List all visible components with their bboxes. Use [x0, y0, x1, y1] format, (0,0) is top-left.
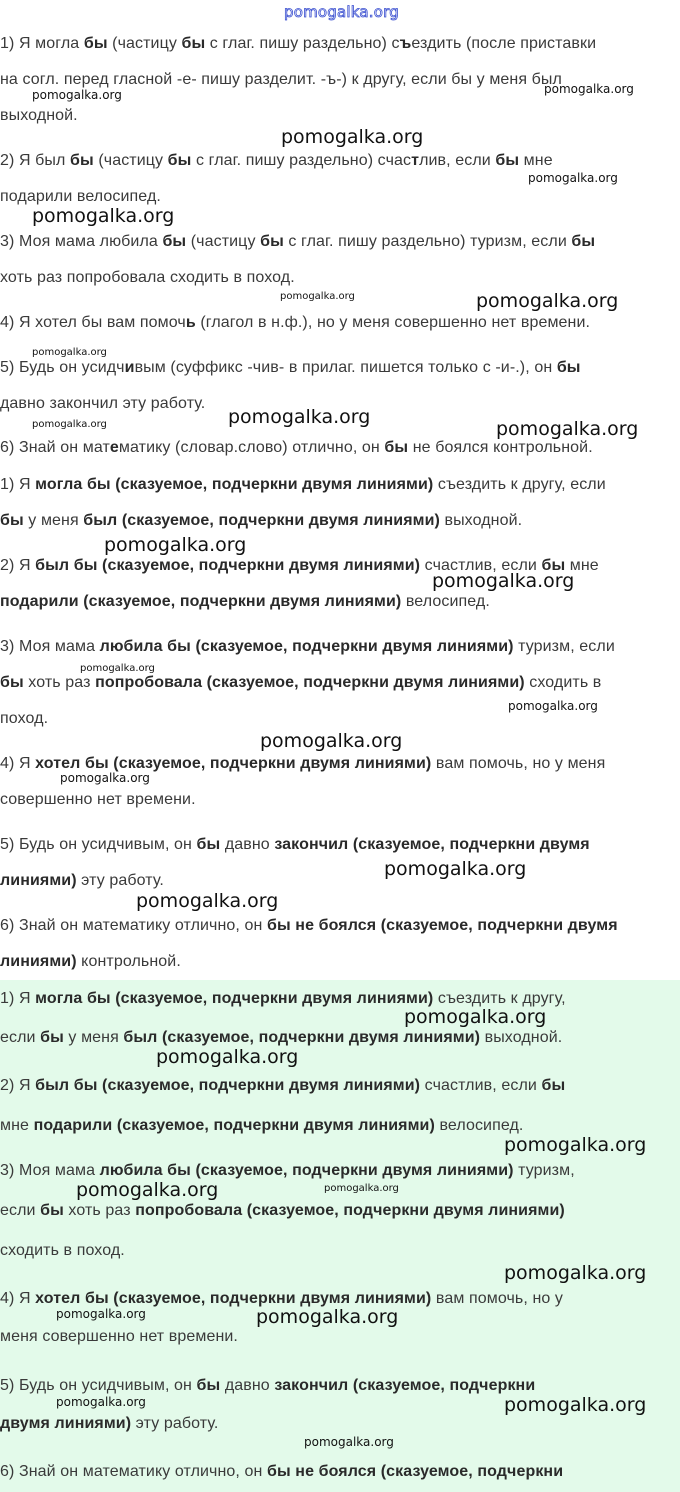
watermark-text: pomogalka.org — [404, 1006, 547, 1028]
text: давно — [220, 1377, 275, 1394]
section3-line — [0, 1028, 562, 1048]
bold-text: и — [124, 359, 135, 376]
text: велосипед. — [401, 593, 490, 610]
section1-line — [0, 70, 562, 90]
text: 5) Будь он усидч — [0, 359, 125, 376]
text: счастлив, если — [420, 557, 542, 574]
bold-text: попробовала (сказуемое, подчеркни двумя линиями) — [95, 674, 525, 691]
bold-text: двумя линиями) — [0, 1415, 132, 1432]
watermark-text: pomogalka.org — [104, 534, 247, 556]
section3-line — [0, 1076, 565, 1096]
watermark-text: pomogalka.org — [496, 418, 639, 440]
bold-text: закончил (сказуемое, подчеркни — [274, 1377, 536, 1394]
bold-text: линиями) — [0, 953, 77, 970]
text: съездить к другу, если — [433, 476, 606, 493]
text: поход. — [0, 710, 49, 727]
bold-text: бы — [70, 152, 94, 169]
section2-line — [0, 916, 618, 936]
text: хоть раз — [63, 1202, 136, 1219]
watermark-text: pomogalka.org — [228, 406, 371, 428]
section2-line — [0, 475, 606, 495]
section1-line — [0, 358, 581, 378]
text: меня совершенно нет времени. — [0, 1328, 238, 1345]
bold-text: бы не боялся (сказуемое, подчеркни — [267, 1463, 564, 1480]
text: выходной. — [480, 1029, 563, 1046]
watermark-text: pomogalka.org — [432, 570, 575, 592]
bold-text: бы — [83, 35, 108, 52]
text: (частицу — [107, 35, 182, 52]
bold-text: бы — [260, 233, 284, 250]
text: (частицу — [186, 233, 261, 250]
watermark-text: pomogalka.org — [504, 1262, 647, 1284]
section2-line — [0, 511, 522, 531]
text: туризм, если — [513, 638, 615, 655]
section2-line — [0, 637, 615, 657]
text: туризм, — [513, 1162, 575, 1179]
text: 6) Знай он математику отлично, он — [0, 1463, 268, 1480]
bold-text: бы — [0, 512, 24, 529]
section1-line — [0, 313, 590, 333]
section2-line — [0, 592, 490, 612]
text: мне — [0, 1117, 34, 1134]
text: выходной. — [439, 512, 523, 529]
bold-text: подарили (сказуемое, подчеркни двумя линиями) — [0, 593, 402, 610]
watermark-text: pomogalka.org — [56, 1307, 146, 1321]
text: подарили велосипед. — [0, 188, 161, 205]
bold-text: бы — [541, 1077, 566, 1094]
watermark-text: pomogalka.org — [136, 890, 279, 912]
section1-line — [0, 268, 295, 288]
section3-line — [0, 1241, 125, 1261]
bold-text: бы — [495, 152, 520, 169]
text: 5) Будь он усидчивым, он — [0, 836, 197, 853]
section1-line — [0, 232, 595, 252]
section1-line — [0, 151, 553, 171]
section3-line — [0, 1327, 238, 1347]
section1-line — [0, 394, 205, 414]
watermark-text: pomogalka.org — [32, 88, 122, 102]
text: эту работу. — [131, 1415, 219, 1432]
watermark-text: pomogalka.org — [304, 1435, 394, 1449]
watermark-text: pomogalka.org — [504, 1394, 647, 1416]
bold-text: бы — [40, 1029, 64, 1046]
text: лив, если — [419, 152, 496, 169]
bold-text: бы — [556, 359, 581, 376]
section2-line — [0, 709, 48, 729]
text: 1) Я — [0, 476, 36, 493]
bold-text: был бы (сказуемое, подчеркни двумя линиями) — [35, 1077, 421, 1094]
text: (частицу — [93, 152, 168, 169]
text: вам помочь, но у — [431, 1290, 564, 1307]
text: счастлив, если — [420, 1077, 542, 1094]
text: вым (суффикс -чив- в прилаг. пишется только с -и-.), он — [134, 359, 557, 376]
text: у меня — [23, 512, 84, 529]
text: (глагол в н.ф.), но у меня совершенно нет времени. — [195, 314, 591, 331]
watermark-text: pomogalka.org — [32, 419, 107, 430]
text: контрольной. — [76, 953, 181, 970]
text: 6) Знай он мат — [0, 439, 110, 456]
bold-text: ъ — [399, 35, 412, 52]
section3-line — [0, 1161, 575, 1181]
watermark-text: pomogalka.org — [32, 347, 107, 358]
bold-text: бы — [384, 439, 409, 456]
bold-text: хотел бы (сказуемое, подчеркни двумя линиями) — [35, 755, 432, 772]
bold-text: е — [109, 439, 119, 456]
bold-text: хотел бы (сказуемое, подчеркни двумя линиями) — [35, 1290, 432, 1307]
bold-text: т — [411, 152, 420, 169]
section3-line — [0, 1462, 563, 1482]
section3-line — [0, 1201, 565, 1221]
text: 1) Я — [0, 990, 36, 1007]
watermark-text: pomogalka.org — [476, 290, 619, 312]
bold-text: бы не боялся (сказуемое, подчеркни двумя — [267, 917, 618, 934]
bold-text: бы — [0, 674, 24, 691]
watermark-text: pomogalka.org — [156, 1046, 299, 1068]
bold-text: ь — [185, 314, 196, 331]
bold-text: закончил (сказуемое, подчеркни двумя — [274, 836, 590, 853]
text: не боялся контрольной. — [408, 439, 593, 456]
text: эту работу. — [76, 872, 164, 889]
section2-line — [0, 673, 601, 693]
watermark-text: pomogalka.org — [528, 171, 618, 185]
watermark-text: pomogalka.org — [508, 699, 598, 713]
bold-text: могла бы (сказуемое, подчеркни двумя линиями) — [35, 990, 434, 1007]
text: с глаг. пишу раздельно) туризм, если — [283, 233, 572, 250]
watermark-text: pomogalka.org — [76, 1179, 219, 1201]
text: 2) Я — [0, 1077, 36, 1094]
text: совершенно нет времени. — [0, 791, 196, 808]
text: ездить (после приставки — [411, 35, 597, 52]
text: 3) Моя мама — [0, 1162, 100, 1179]
watermark-text: pomogalka.org — [256, 1306, 399, 1328]
bold-text: был (сказуемое, подчеркни двумя линиями) — [123, 1029, 481, 1046]
section1-line — [0, 187, 161, 207]
bold-text: бы — [167, 152, 192, 169]
text: выходной. — [0, 107, 78, 124]
text: 4) Я — [0, 755, 36, 772]
text: 3) Моя мама любила — [0, 233, 163, 250]
bold-text: бы — [196, 836, 221, 853]
text: 6) Знай он математику отлично, он — [0, 917, 268, 934]
watermark-text: pomogalka.org — [56, 1395, 146, 1409]
section3-line — [0, 1116, 523, 1136]
bold-text: бы — [571, 233, 596, 250]
watermark-text: pomogalka.org — [32, 205, 175, 227]
section2-line — [0, 835, 590, 855]
text: мне — [565, 557, 599, 574]
header-watermark: pomogalka.org — [284, 3, 399, 21]
text: если — [0, 1202, 41, 1219]
section1-line — [0, 106, 78, 126]
section2-line — [0, 952, 181, 972]
watermark-text: pomogalka.org — [384, 858, 527, 880]
text: 2) Я был — [0, 152, 71, 169]
text: сходить в — [524, 674, 602, 691]
bold-text: бы — [181, 35, 206, 52]
bold-text: попробовала (сказуемое, подчеркни двумя линиями) — [135, 1202, 565, 1219]
text: 1) Я могла — [0, 35, 84, 52]
text: сходить в поход. — [0, 1242, 125, 1259]
section2-line — [0, 871, 164, 891]
section2-line — [0, 790, 196, 810]
watermark-text: pomogalka.org — [60, 771, 150, 785]
text: 5) Будь он усидчивым, он — [0, 1377, 197, 1394]
bold-text: бы — [40, 1202, 64, 1219]
bold-text: был бы (сказуемое, подчеркни двумя линиями) — [35, 557, 421, 574]
bold-text: бы — [162, 233, 187, 250]
text: если — [0, 1029, 41, 1046]
text: 2) Я — [0, 557, 36, 574]
bold-text: любила бы (сказуемое, подчеркни двумя линиями) — [99, 1162, 514, 1179]
text: с глаг. пишу раздельно) счас — [191, 152, 412, 169]
text: хоть раз попробовала сходить в поход. — [0, 269, 295, 286]
text: на согл. перед гласной -е- пишу разделит. -ъ-) к другу, если бы у меня был — [0, 71, 562, 88]
text: 4) Я — [0, 1290, 36, 1307]
watermark-text: pomogalka.org — [80, 663, 155, 674]
text: у меня — [63, 1029, 124, 1046]
watermark-text: pomogalka.org — [544, 82, 634, 96]
watermark-text: pomogalka.org — [260, 730, 403, 752]
text: хоть раз — [23, 674, 96, 691]
section3-line — [0, 1376, 535, 1396]
text: 4) Я хотел бы вам помоч — [0, 314, 186, 331]
text: давно — [220, 836, 275, 853]
bold-text: линиями) — [0, 872, 77, 889]
text: 3) Моя мама — [0, 638, 100, 655]
text: вам помочь, но у меня — [431, 755, 606, 772]
bold-text: бы — [196, 1377, 221, 1394]
bold-text: бы — [541, 557, 566, 574]
watermark-text: pomogalka.org — [504, 1134, 647, 1156]
text: велосипед. — [434, 1117, 524, 1134]
section1-line — [0, 438, 593, 458]
text: с глаг. пишу раздельно) с — [205, 35, 400, 52]
text: матику (словар.слово) отлично, он — [118, 439, 385, 456]
watermark-text: pomogalka.org — [281, 126, 424, 148]
bold-text: подарили (сказуемое, подчеркни двумя линиями) — [33, 1117, 435, 1134]
text: мне — [519, 152, 553, 169]
bold-text: был (сказуемое, подчеркни двумя линиями) — [83, 512, 440, 529]
watermark-text: pomogalka.org — [280, 291, 355, 302]
text: давно закончил эту работу. — [0, 395, 206, 412]
text: съездить к другу, — [433, 990, 566, 1007]
bold-text: любила бы (сказуемое, подчеркни двумя линиями) — [99, 638, 514, 655]
section3-line — [0, 1414, 218, 1434]
bold-text: могла бы (сказуемое, подчеркни двумя линиями) — [35, 476, 434, 493]
section1-line — [0, 34, 596, 54]
watermark-text: pomogalka.org — [324, 1183, 399, 1194]
